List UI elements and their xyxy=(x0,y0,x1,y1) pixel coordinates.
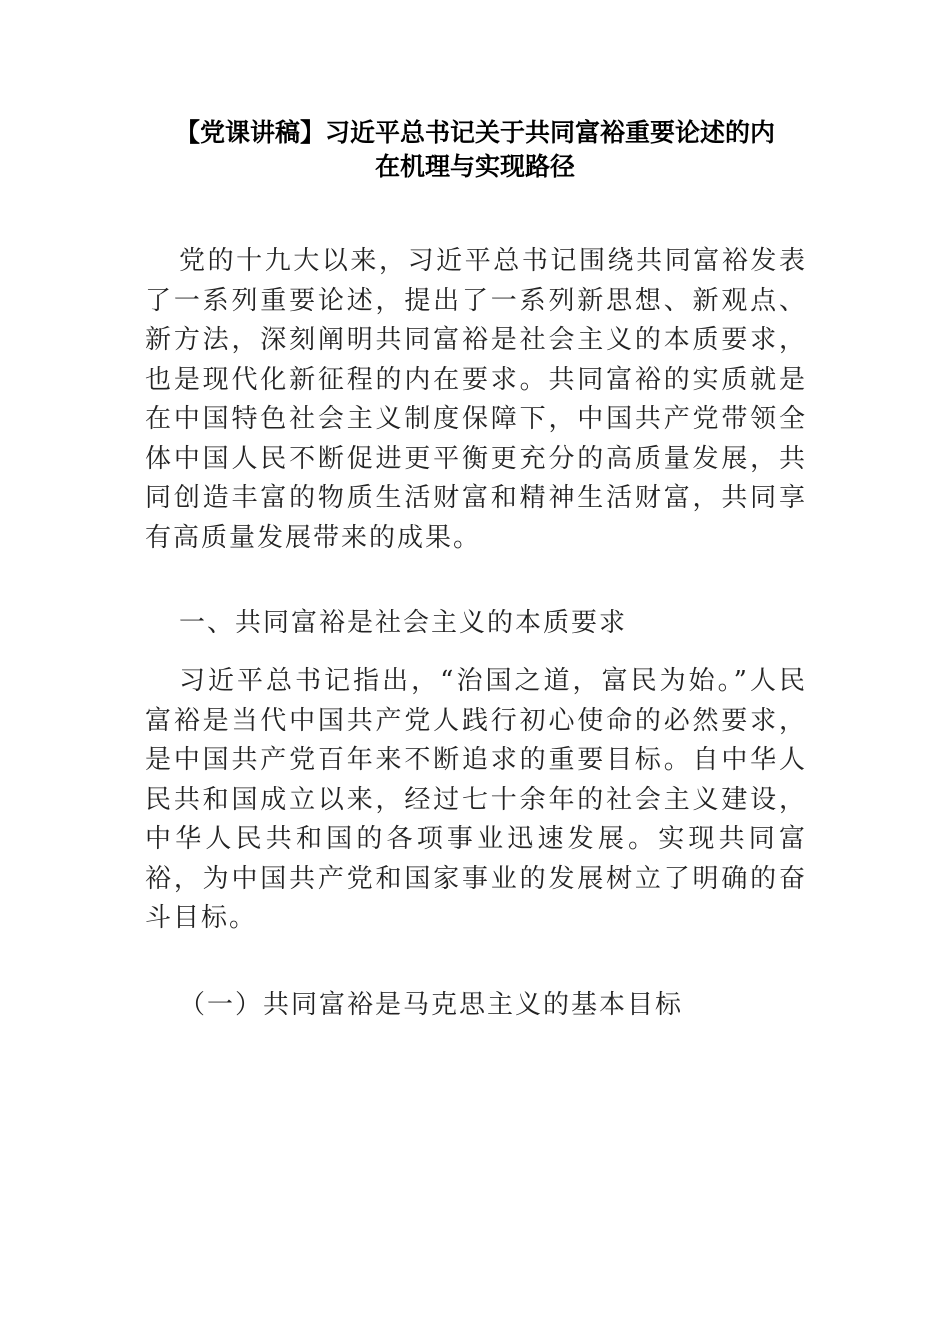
body-paragraph-2: 习近平总书记指出，“治国之道，富民为始。”人民富裕是当代中国共产党人践行初心使命的必然要求，是中国共产党百年来不断追求的重要目标。自中华人民共和国成立以来，经过七十余年的社会主义建设，中华人民共和国的各项事业迅速发展。实现共同富裕，为中国共产党和国家事业的发展树立了明确的奋斗目标。 xyxy=(145,666,807,933)
section-heading-1: 一、共同富裕是社会主义的本质要求 xyxy=(179,608,628,638)
subsection-heading-1: （一）共同富裕是马克思主义的基本目标 xyxy=(179,990,684,1020)
document-title-line-2: 在机理与实现路径 xyxy=(374,152,575,181)
document-title-line-1: 【党课讲稿】习近平总书记关于共同富裕重要论述的内 xyxy=(174,118,775,147)
document-title xyxy=(140,116,810,184)
body-paragraph-1: 党的十九大以来，习近平总书记围绕共同富裕发表了一系列重要论述，提出了一系列新思想、新观点、新方法，深刻阐明共同富裕是社会主义的本质要求，也是现代化新征程的内在要求。共同富裕的实质就是在中国特色社会主义制度保障下，中国共产党带领全体中国人民不断促进更平衡更充分的高质量发展，共同创造丰富的物质生活财富和精神生活财富，共同享有高质量发展带来的成果。 xyxy=(145,246,807,553)
